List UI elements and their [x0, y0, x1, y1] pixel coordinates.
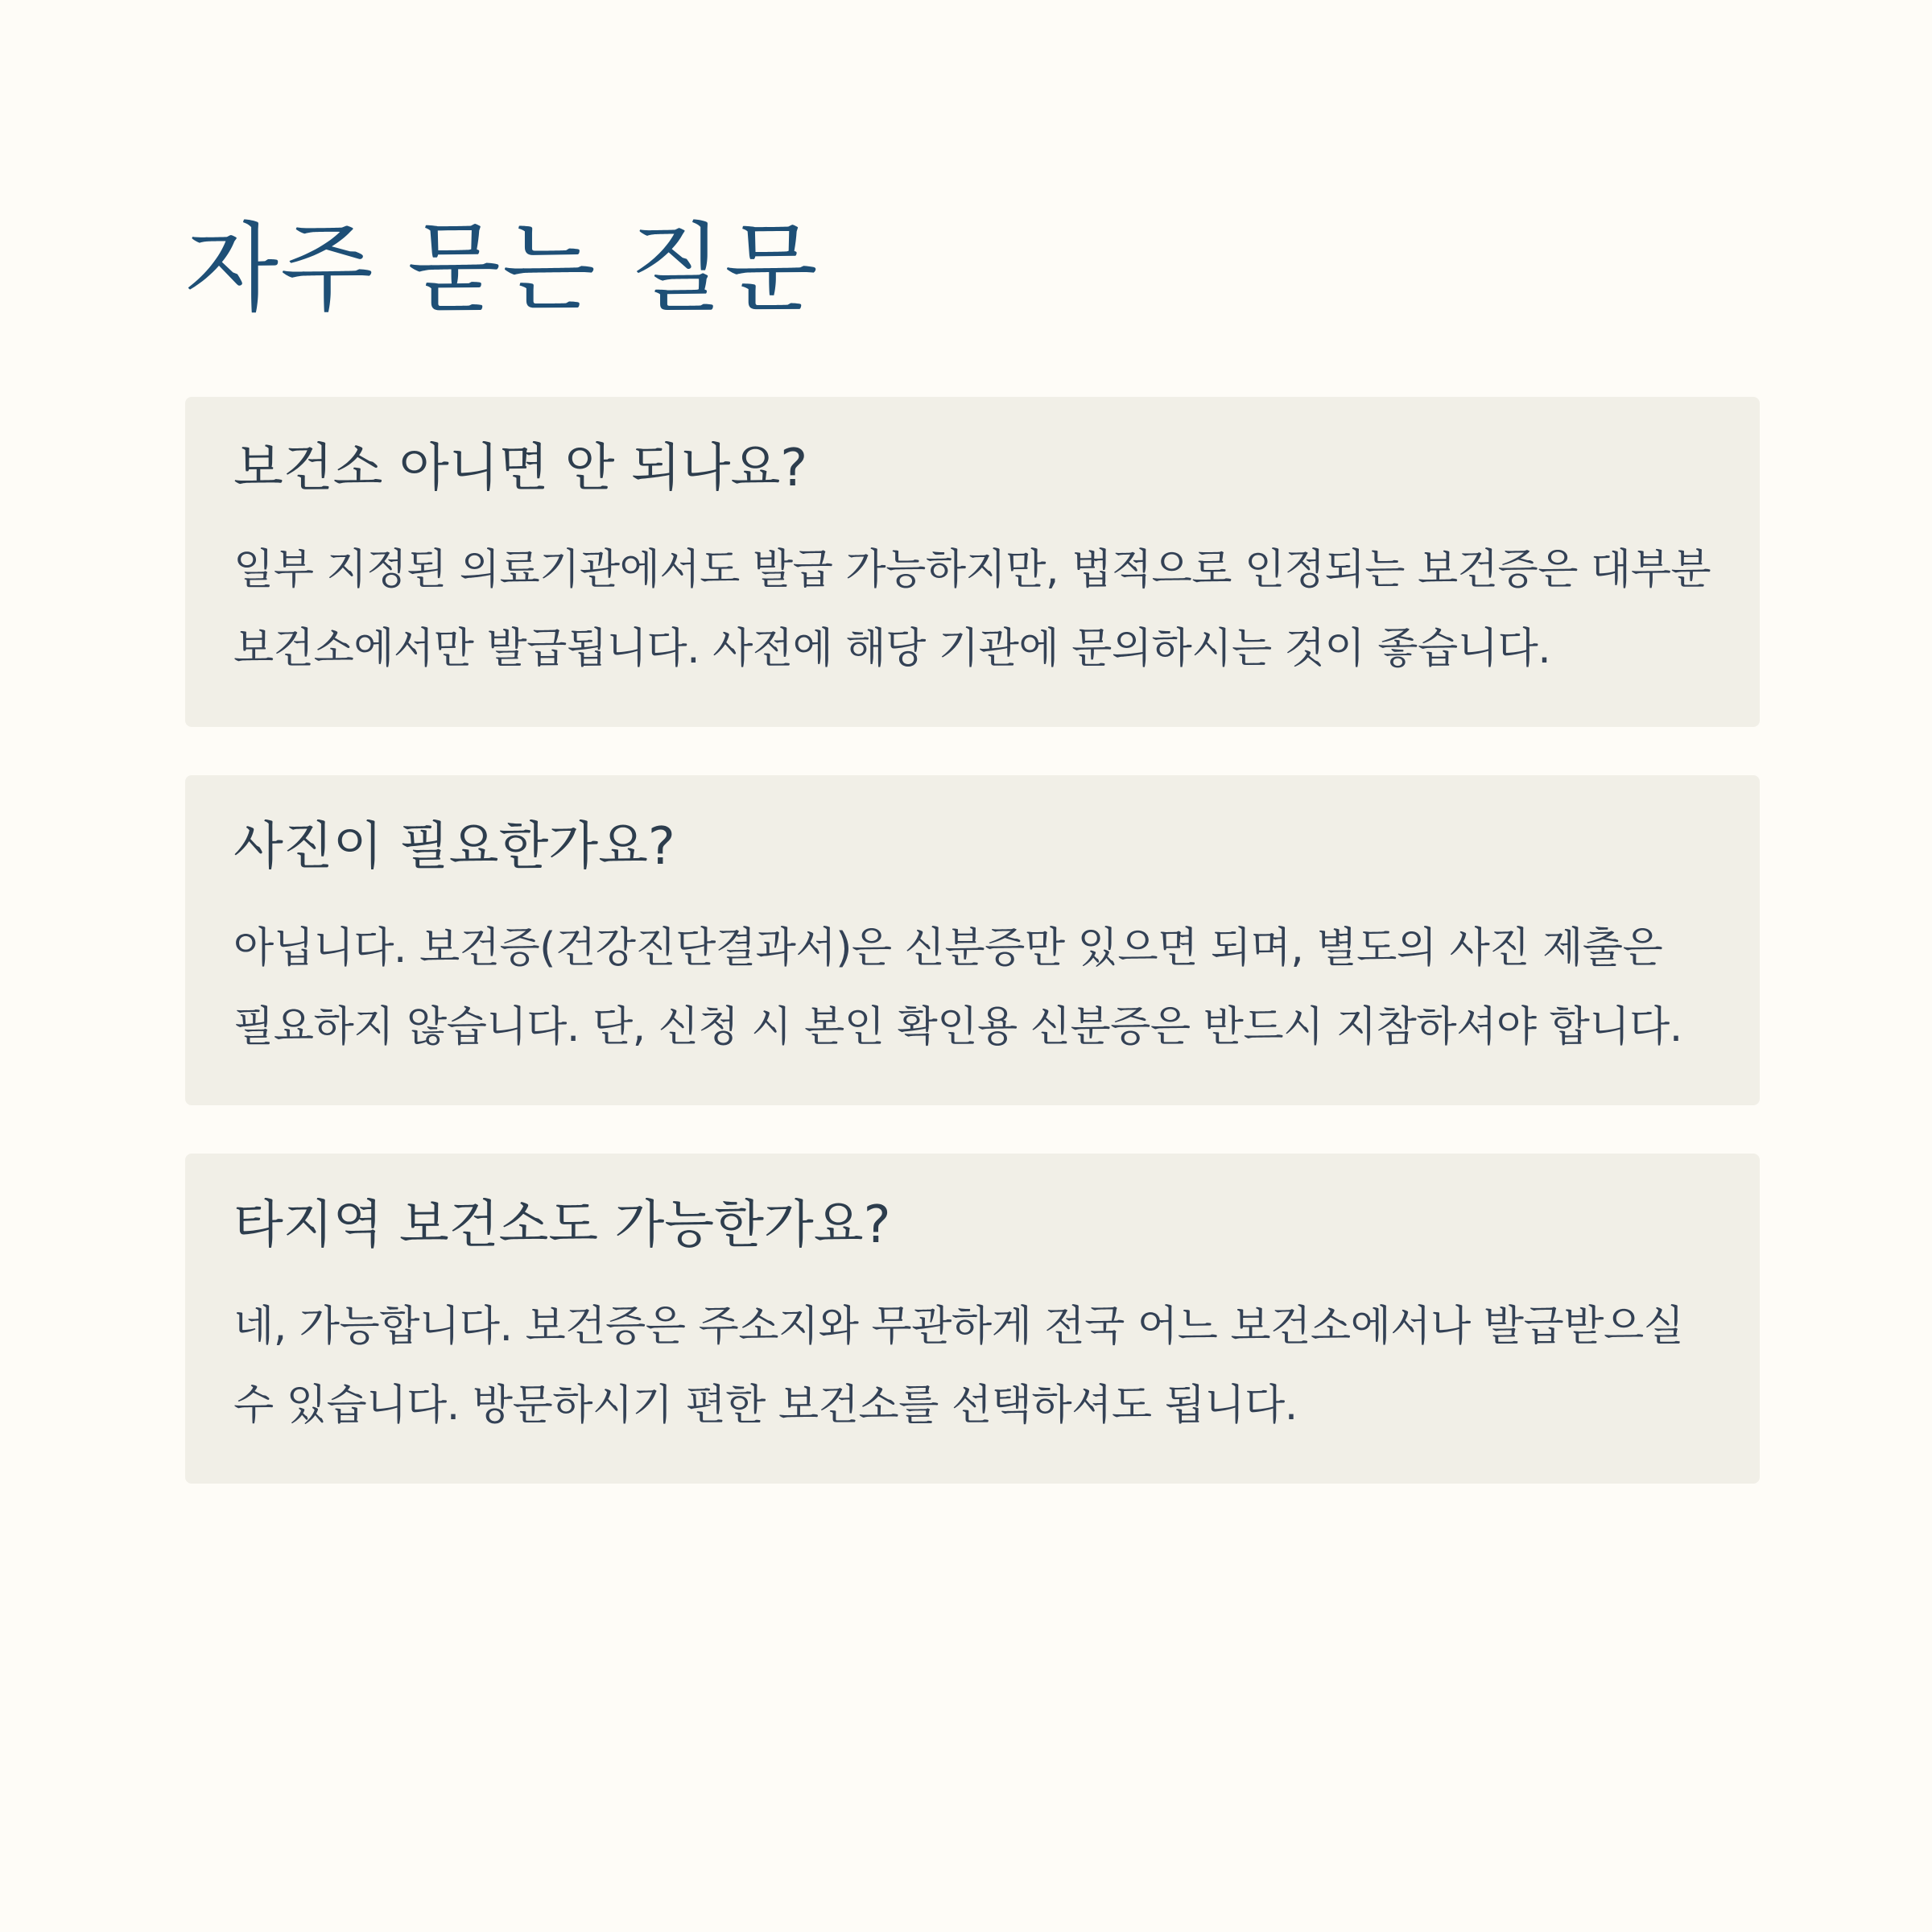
faq-question: 보건소 아니면 안 되나요? — [233, 439, 808, 498]
faq-answer: 네, 가능합니다. 보건증은 주소지와 무관하게 전국 어느 보건소에서나 발급받으실 수 있습니다. 방문하시기 편한 보건소를 선택하셔도 됩니다. — [233, 1302, 1684, 1430]
faq-answer: 아닙니다. 보건증(건강진단결과서)은 신분증만 있으면 되며, 별도의 사진 제출은 필요하지 않습니다. 단, 신청 시 본인 확인용 신분증은 반드시 지참하셔야 합니다. — [233, 924, 1682, 1051]
faq-item-photo-required — [185, 775, 1760, 1105]
faq-question: 사진이 필요한가요? — [233, 817, 675, 877]
page-title: 자주 묻는 질문 — [185, 213, 819, 325]
faq-answer: 일부 지정된 의료기관에서도 발급 가능하지만, 법적으로 인정되는 보건증은 대부분 보건소에서만 발급됩니다. 사전에 해당 기관에 문의하시는 것이 좋습니다. — [233, 546, 1711, 673]
faq-list — [185, 397, 1760, 1484]
faq-question: 타지역 보건소도 가능한가요? — [233, 1195, 891, 1255]
faq-item-other-region — [185, 1154, 1760, 1484]
faq-item-local-clinic — [185, 397, 1760, 727]
faq-page — [185, 211, 1760, 1484]
